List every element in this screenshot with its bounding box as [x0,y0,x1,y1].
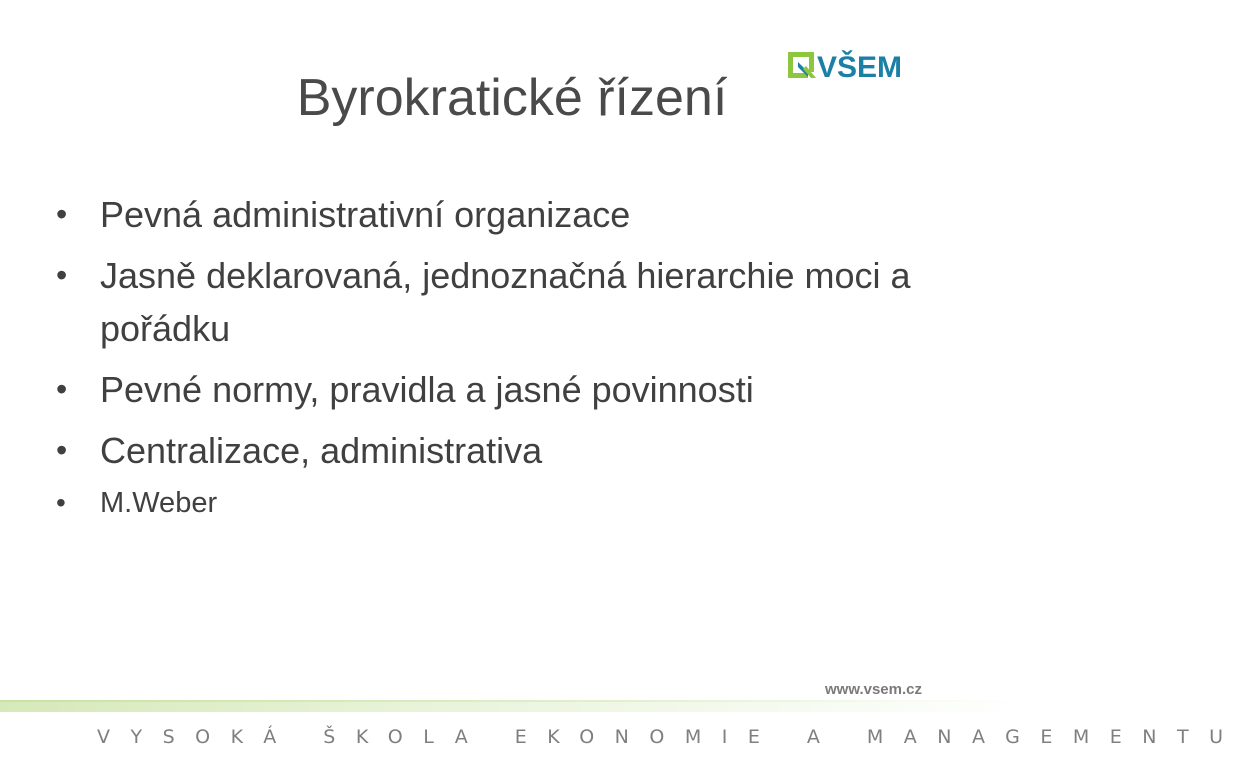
school-name: VYSOKÁ ŠKOLA EKONOMIE A MANAGEMENTU [97,726,1244,748]
logo-text: VŠEM [817,51,903,84]
bullet-item: • Centralizace, administrativa [56,424,956,477]
logo-mark-icon [788,52,816,78]
footer-band [0,702,1024,712]
bullet-item: • M.Weber [56,483,956,523]
bullet-item: • Pevná administrativní organizace [56,188,956,241]
vsem-logo [786,46,926,86]
bullet-item: • Pevné normy, pravidla a jasné povinnosti [56,363,956,416]
slide-title: Byrokratické řízení [296,69,728,127]
bullet-list [56,188,956,531]
bullet-item: • Jasně deklarovaná, jednoznačná hierarchie moci a pořádku [56,249,956,355]
footer-url: www.vsem.cz [825,681,922,698]
